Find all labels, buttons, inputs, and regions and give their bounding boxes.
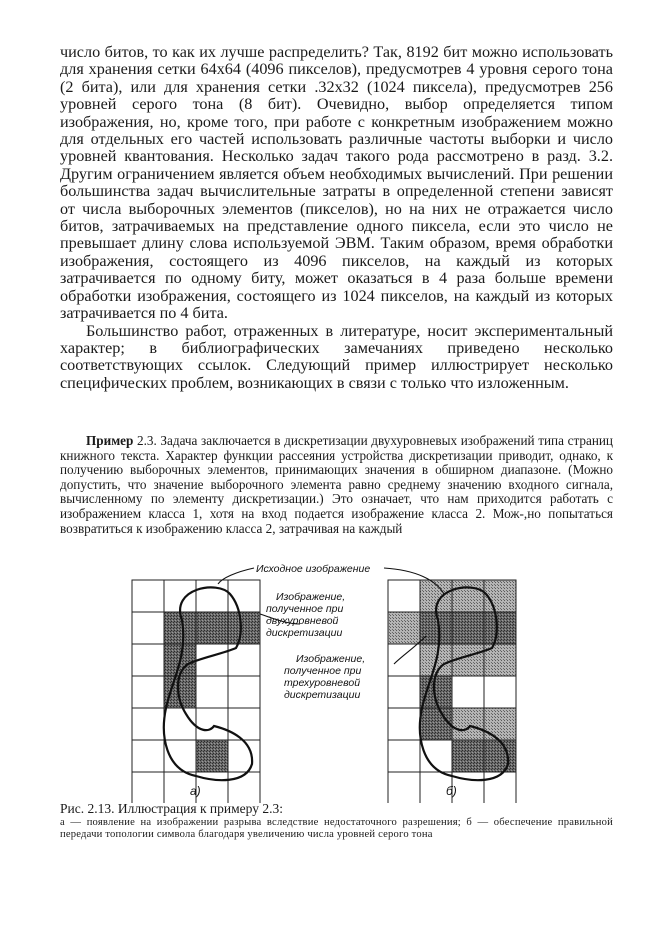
- subfigure-a-label: а): [190, 784, 201, 798]
- figure-caption-note: а — появление на изображении разрыва вследствие недостаточного разрешения; б — обеспечение правильной передачи топологии символа благодаря увеличению числа уровней серого тона: [60, 817, 613, 840]
- svg-text:Изображение,: Изображение,: [276, 591, 346, 603]
- label-two-level: [266, 591, 345, 639]
- body-text: [60, 44, 613, 392]
- label-three-level: [284, 653, 365, 701]
- paragraph-1: число битов, то как их лучше распределить? Так, 8192 бит можно использовать для хранения сетки 64x64 (4096 пикселов), предусмотрев 4 уровня серого тона (2 бита), или для хранения сетки .32x32 (1024 пиксела), предусмотрев 256 уровней серого тона (8 бит). Очевидно, выбор определяется типом изображения, но, кроме того, при работе с конкретным изображением можно для отдельных его частей использовать различные частоты выборки и число уровней квантования. Несколько задач такого рода рассмотрено в разд. 3.2. Другим ограничением является объем необходимых вычислений. При решении большинства задач вычислительные затраты в определенной степени зависят от числа выборочных элементов (пикселов), но на них не отражается число битов, затрачиваемых на представление одного пиксела, если это число не превышает длину слова используемой ЭВМ. Таким образом, время обработки изображения, состоящего из 4096 пикселов, на каждый из которых затрачивается по одному биту, может оказаться в 4 раза больше времени обработки изображения, состоящего из 1024 пикселов, на каждый из которых затрачивается по 4 бита.: [60, 43, 613, 323]
- example-lead: Пример: [86, 433, 134, 448]
- svg-text:дискретизации: дискретизации: [284, 689, 361, 701]
- svg-text:полученное при: полученное при: [284, 665, 362, 677]
- paragraph-2: Большинство работ, отраженных в литературе, носит экспериментальный характер; в библиографических замечаниях приведено несколько соответствующих ссылок. Следующий пример иллюстрирует несколько специфических проблем, возникающих в связи с только что изложенным.: [60, 321, 613, 392]
- svg-text:дискретизации: дискретизации: [266, 627, 343, 639]
- figure-2-13: [126, 558, 526, 803]
- figure-caption: Рис. 2.13. Иллюстрация к примеру 2.3:: [60, 801, 283, 816]
- svg-text:Изображение,: Изображение,: [296, 653, 366, 665]
- svg-text:полученное при: полученное при: [266, 603, 344, 615]
- grid-b: [388, 580, 516, 803]
- svg-text:двухуровневой: двухуровневой: [266, 615, 339, 627]
- subfigure-b-label: б): [446, 784, 457, 798]
- svg-text:трехуровневой: трехуровневой: [284, 677, 361, 689]
- example-paragraph: [60, 434, 613, 536]
- label-source: Исходное изображение: [256, 563, 371, 575]
- grid-a: [132, 580, 260, 803]
- example-text: 2.3. Задача заключается в дискретизации двухуровневых изображений типа страниц книжного текста. Характер функции рассеяния устройства дискретизации приводит, однако, к получению выборочных элементов, принимающих значения в обширном диапазоне. (Можно допустить, что значение выборочного элемента равно среднему значению входного сигнала, вычисленному по элементу дискретизации.) Это означает, что нам приходится работать с изображением класса 1, хотя на вход подается изображение класса 2. Мож-,но попытаться возвратиться к изображению класса 2, затрачивая на каждый: [60, 433, 613, 536]
